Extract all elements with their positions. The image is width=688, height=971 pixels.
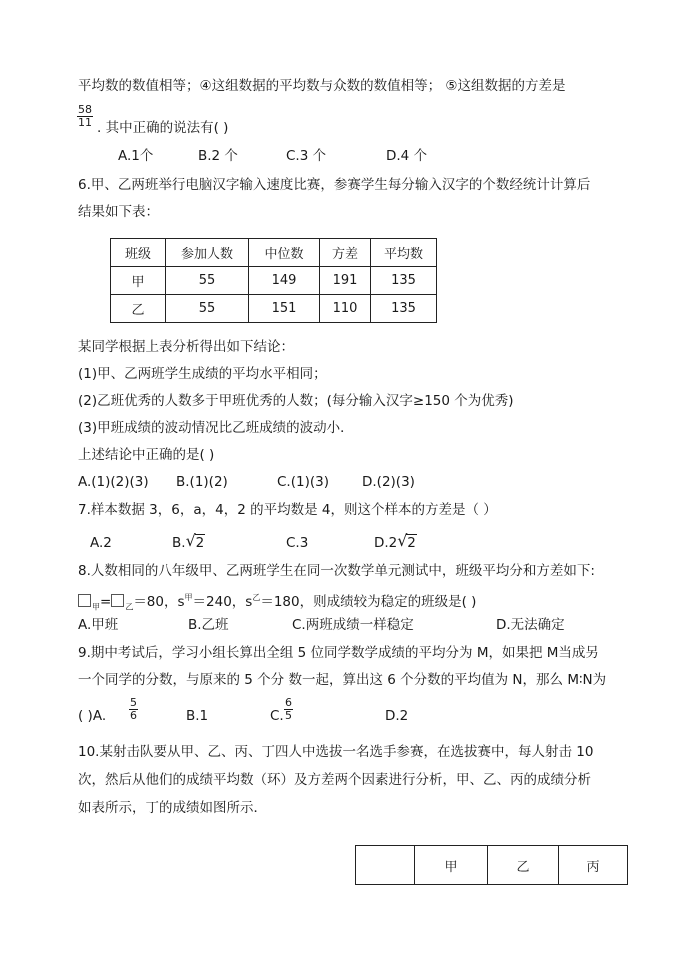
table-cell: 甲 bbox=[111, 267, 166, 295]
q5-option-b: B.2 个 bbox=[198, 148, 238, 164]
x-bar-placeholder-icon bbox=[78, 594, 91, 607]
q9-option-b: B.1 bbox=[186, 708, 209, 724]
q8-option-b: B.乙班 bbox=[188, 617, 229, 633]
text-line: (2)乙班优秀的人数多于甲班优秀的人数；(每分输入汉字≥150 个为优秀) bbox=[78, 393, 514, 409]
q6-results-table bbox=[110, 238, 437, 323]
q10-results-table bbox=[355, 845, 628, 885]
fraction-5-6 bbox=[129, 697, 138, 722]
q8-option-c: C.两班成绩一样稳定 bbox=[292, 617, 414, 633]
q6-option-d: D.(2)(3) bbox=[362, 474, 415, 490]
table-header-cell: 平均数 bbox=[371, 239, 437, 267]
table-row bbox=[111, 267, 437, 295]
x-bar-placeholder-icon bbox=[111, 594, 124, 607]
fraction-6-5 bbox=[284, 697, 293, 722]
table-header-cell: 甲 bbox=[415, 846, 488, 885]
table-cell: 151 bbox=[249, 295, 320, 323]
table-header-cell: 中位数 bbox=[249, 239, 320, 267]
fraction-numerator: 6 bbox=[285, 696, 292, 709]
text-line: 结果如下表： bbox=[78, 204, 159, 220]
q6-option-c: C.(1)(3) bbox=[277, 474, 329, 490]
text-line: 如表所示，丁的成绩如图所示． bbox=[78, 800, 267, 816]
q9-option-a-label: ( )A. bbox=[78, 708, 107, 724]
table-header-cell: 方差 bbox=[320, 239, 371, 267]
table-header-cell bbox=[356, 846, 415, 885]
fraction-denominator: 11 bbox=[78, 116, 92, 129]
table-cell: 135 bbox=[371, 267, 437, 295]
q7-option-a: A.2 bbox=[90, 535, 112, 551]
sqrt-symbol: √ 2 bbox=[397, 533, 417, 553]
table-cell: 135 bbox=[371, 295, 437, 323]
table-cell: 149 bbox=[249, 267, 320, 295]
q8-option-d: D.无法确定 bbox=[496, 617, 565, 633]
q7-option-c: C.3 bbox=[286, 535, 309, 551]
table-header-row bbox=[111, 239, 437, 267]
q7-option-b: B.√ 2 bbox=[172, 533, 205, 553]
fraction-numerator: 58 bbox=[78, 103, 92, 116]
table-header-cell: 乙 bbox=[488, 846, 559, 885]
q9-option-d: D.2 bbox=[385, 708, 409, 724]
table-header-row bbox=[356, 846, 628, 885]
text-line: (1)甲、乙两班学生成绩的平均水平相同； bbox=[78, 366, 327, 382]
q5-option-d: D.4 个 bbox=[386, 148, 428, 164]
q6-option-a: A.(1)(2)(3) bbox=[78, 474, 149, 490]
table-cell: 110 bbox=[320, 295, 371, 323]
text-line: 次，然后从他们的成绩平均数（环）及方差两个因素进行分析，甲、乙、丙的成绩分析 bbox=[78, 772, 591, 788]
text-line: 平均数的数值相等；④这组数据的平均数与众数的数值相等； ⑤这组数据的方差是 bbox=[78, 78, 566, 94]
sqrt-symbol: √ 2 bbox=[186, 533, 206, 553]
table-cell: 55 bbox=[166, 295, 249, 323]
table-row bbox=[111, 295, 437, 323]
question-9-text: 9.期中考试后，学习小组长算出全组 5 位同学数学成绩的平均分为 M，如果把 M当成另 bbox=[78, 645, 599, 661]
table-header-cell: 参加人数 bbox=[166, 239, 249, 267]
fraction-58-11 bbox=[77, 104, 93, 129]
q6-option-b: B.(1)(2) bbox=[176, 474, 228, 490]
q5-option-a: A.1个 bbox=[118, 148, 154, 164]
fraction-denominator: 5 bbox=[285, 709, 292, 722]
table-header-cell: 班级 bbox=[111, 239, 166, 267]
question-6-text: 6.甲、乙两班举行电脑汉字输入速度比赛，参赛学生每分输入汉字的个数经统计计算后 bbox=[78, 177, 591, 193]
text-line: 上述结论中正确的是( ) bbox=[78, 447, 215, 463]
question-7-text: 7.样本数据 3，6，a，4，2 的平均数是 4，则这个样本的方差是（ ） bbox=[78, 502, 497, 518]
text-line: 一个同学的分数，与原来的 5 个分 数一起，算出这 6 个分数的平均值为 N，那么 M∶N为 bbox=[78, 672, 607, 688]
q9-option-c-label: C. bbox=[270, 708, 284, 724]
question-10-text: 10.某射击队要从甲、乙、丙、丁四人中选拔一名选手参赛，在选拔赛中，每人射击 10 bbox=[78, 744, 594, 760]
fraction-denominator: 6 bbox=[130, 709, 137, 722]
q5-option-c: C.3 个 bbox=[286, 148, 327, 164]
text-line: 某同学根据上表分析得出如下结论： bbox=[78, 339, 294, 355]
q8-option-a: A.甲班 bbox=[78, 617, 119, 633]
q7-option-d: D.2√ 2 bbox=[374, 533, 417, 553]
table-cell: 55 bbox=[166, 267, 249, 295]
text-line: . 其中正确的说法有( ) bbox=[97, 120, 229, 136]
q8-formula-line: $_甲$= $_乙$＝80，$s^甲=240$，$s^乙=180$，则成绩较为稳定的班级是( ) bbox=[78, 588, 476, 618]
question-8-text: 8.人数相同的八年级甲、乙两班学生在同一次数学单元测试中，班级平均分和方差如下: bbox=[78, 563, 595, 579]
table-cell: 乙 bbox=[111, 295, 166, 323]
table-cell: 191 bbox=[320, 267, 371, 295]
fraction-numerator: 5 bbox=[130, 696, 137, 709]
table-header-cell: 丙 bbox=[559, 846, 628, 885]
text-line: (3)甲班成绩的波动情况比乙班成绩的波动小． bbox=[78, 420, 354, 436]
